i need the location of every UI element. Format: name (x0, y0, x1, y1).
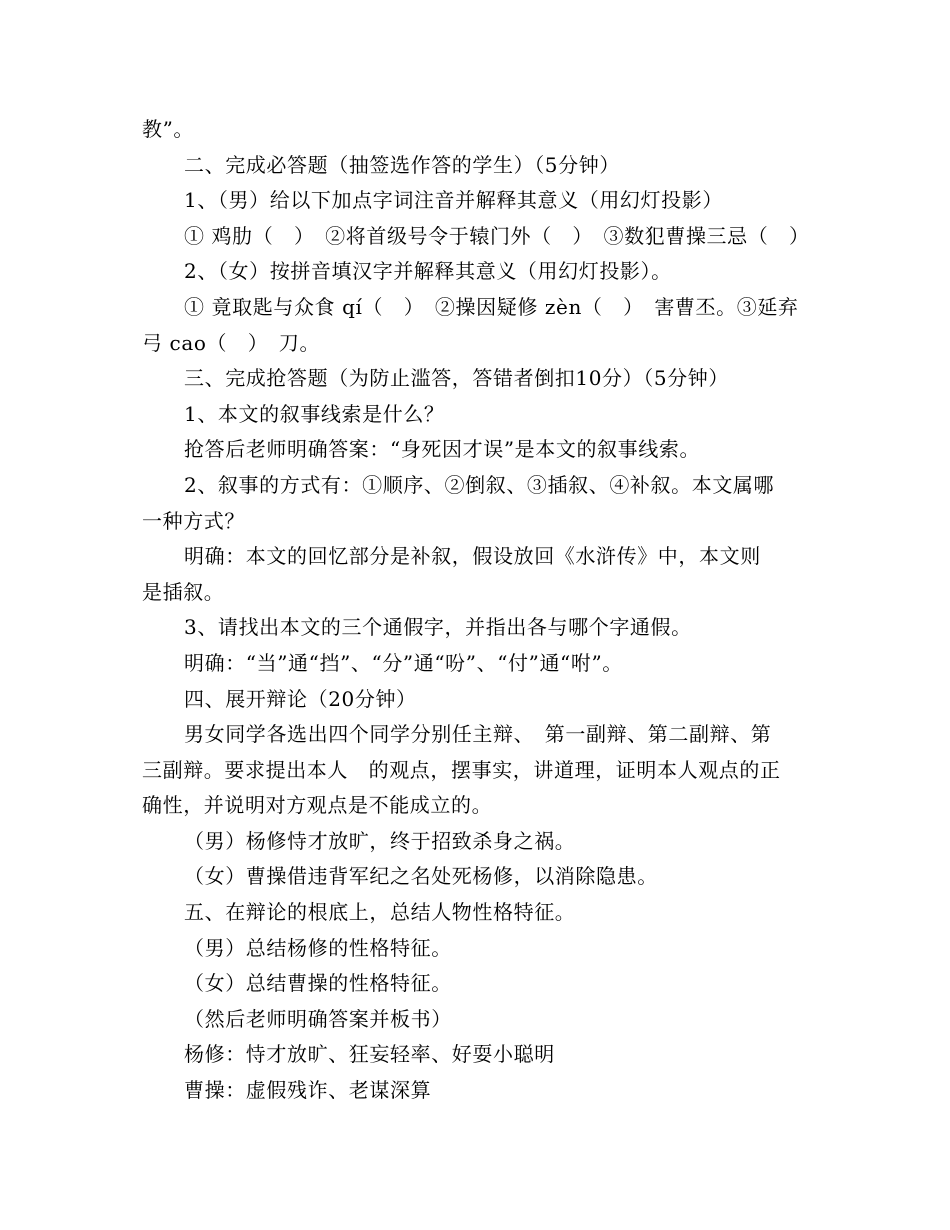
quick-question-2-cont: 一种方式？ (142, 508, 245, 533)
debate-position-boys: （男）杨修恃才放旷，终于招致杀身之祸。 (184, 828, 576, 853)
section-heading-summary: 五、在辩论的根底上，总结人物性格特征。 (184, 900, 576, 925)
quick-question-2: 2、叙事的方式有：①顺序、②倒叙、③插叙、④补叙。本文属哪 (184, 472, 775, 497)
quick-question-3: 3、请找出本文的三个通假字，并指出各与哪个字通假。 (184, 615, 692, 640)
section-heading-required-questions: 二、完成必答题（抽签选作答的学生）（5分钟） (184, 152, 620, 177)
debate-instructions-cont-2: 确性，并说明对方观点是不能成立的。 (142, 793, 493, 818)
character-cao-cao: 曹操：虚假残诈、老谋深算 (184, 1078, 432, 1103)
quick-answer-2: 明确：本文的回忆部分是补叙，假设放回《水浒传》中，本文则 (184, 544, 761, 569)
question-2-items-cont: 弓 cao（ ） 刀。 (142, 330, 321, 355)
summary-boys: （男）总结杨修的性格特征。 (184, 935, 452, 960)
question-1-items: ① 鸡肋（ ） ②将首级号令于辕门外（ ） ③数犯曹操三忌（ ） (184, 223, 810, 248)
document-body (142, 112, 812, 1109)
quick-question-1: 1、本文的叙事线索是什么？ (184, 401, 445, 426)
section-heading-quick-answer: 三、完成抢答题（为防止滥答，答错者倒扣10分）（5分钟） (184, 366, 729, 391)
section-heading-debate: 四、展开辩论（20分钟） (184, 686, 417, 711)
debate-position-girls: （女）曹操借违背军纪之名处死杨修，以消除隐患。 (184, 864, 658, 889)
quick-answer-2-cont: 是插叙。 (142, 579, 225, 604)
summary-teacher-note: （然后老师明确答案并板书） (184, 1006, 452, 1031)
debate-instructions-cont-1: 三副辩。要求提出本人 的观点，摆事实，讲道理，证明本人观点的正 (142, 757, 781, 782)
question-2-items: ① 竟取匙与众食 qí（ ） ②操因疑修 zèn（ ） 害曹丕。③延弃 (184, 294, 799, 319)
character-yang-xiu: 杨修：恃才放旷、狂妄轻率、好耍小聪明 (184, 1042, 555, 1067)
question-1-boys: 1、（男）给以下加点字词注音并解释其意义（用幻灯投影） (184, 188, 723, 213)
summary-girls: （女）总结曹操的性格特征。 (184, 971, 452, 996)
quick-answer-1: 抢答后老师明确答案：“身死因才误”是本文的叙事线索。 (184, 437, 701, 462)
quick-answer-3: 明确：“当”通“挡”、“分”通“吩”、“付”通“咐”。 (184, 650, 623, 675)
question-2-girls: 2、（女）按拼音填汉字并解释其意义（用幻灯投影）。 (184, 259, 672, 284)
text-line-continuation: 教”。 (142, 117, 195, 141)
debate-instructions: 男女同学各选出四个同学分别任主辩、 第一副辩、第二副辩、第 (184, 722, 772, 747)
